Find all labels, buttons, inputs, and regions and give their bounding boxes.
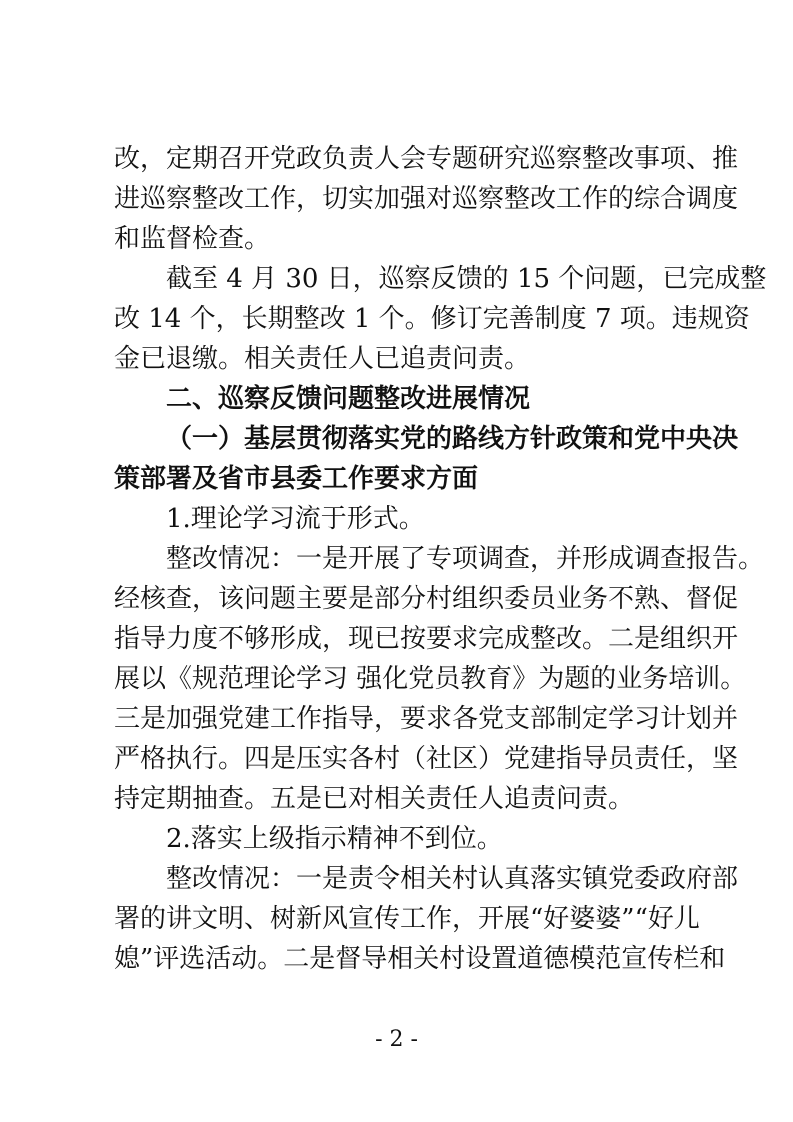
text-line: 截至 4 月 30 日，巡察反馈的 15 个问题，已完成整 <box>166 264 767 294</box>
text-line: 展以《规范理论学习 强化党员教育》为题的业务培训。 <box>114 664 747 694</box>
item-heading: 2.落实上级指示精神不到位。 <box>166 824 503 854</box>
section-heading: 二、巡察反馈问题整改进展情况 <box>166 384 531 414</box>
text-line: 指导力度不够形成，现已按要求完成整改。二是组织开 <box>114 624 739 654</box>
text-line: 三是加强党建工作指导，要求各党支部制定学习计划并 <box>114 704 739 734</box>
text-line: 和监督检查。 <box>114 224 271 254</box>
subsection-heading-continued: 策部署及省市县委工作要求方面 <box>114 464 479 494</box>
text-line: 持定期抽查。五是已对相关责任人追责问责。 <box>114 784 635 814</box>
item-heading: 1.理论学习流于形式。 <box>166 504 425 534</box>
text-line: 经核查，该问题主要是部分村组织委员业务不熟、督促 <box>114 584 739 614</box>
text-line: 金已退缴。相关责任人已追责问责。 <box>114 344 531 374</box>
subsection-heading: （一）基层贯彻落实党的路线方针政策和党中央决 <box>166 424 739 454</box>
text-line: 媳”评选活动。二是督导相关村设置道德模范宣传栏和 <box>114 944 726 974</box>
page-number: - 2 - <box>375 1027 418 1052</box>
text-line: 整改情况：一是开展了专项调查，并形成调查报告。 <box>166 544 765 574</box>
text-line: 署的讲文明、树新风宣传工作，开展“好婆婆”“好儿 <box>114 904 700 934</box>
text-line: 改 14 个，长期整改 1 个。修订完善制度 7 项。违规资 <box>114 304 750 334</box>
text-line: 进巡察整改工作，切实加强对巡察整改工作的综合调度 <box>114 184 739 214</box>
text-line: 整改情况：一是责令相关村认真落实镇党委政府部 <box>166 864 739 894</box>
text-line: 改，定期召开党政负责人会专题研究巡察整改事项、推 <box>114 144 739 174</box>
text-line: 严格执行。四是压实各村（社区）党建指导员责任，坚 <box>114 744 739 774</box>
